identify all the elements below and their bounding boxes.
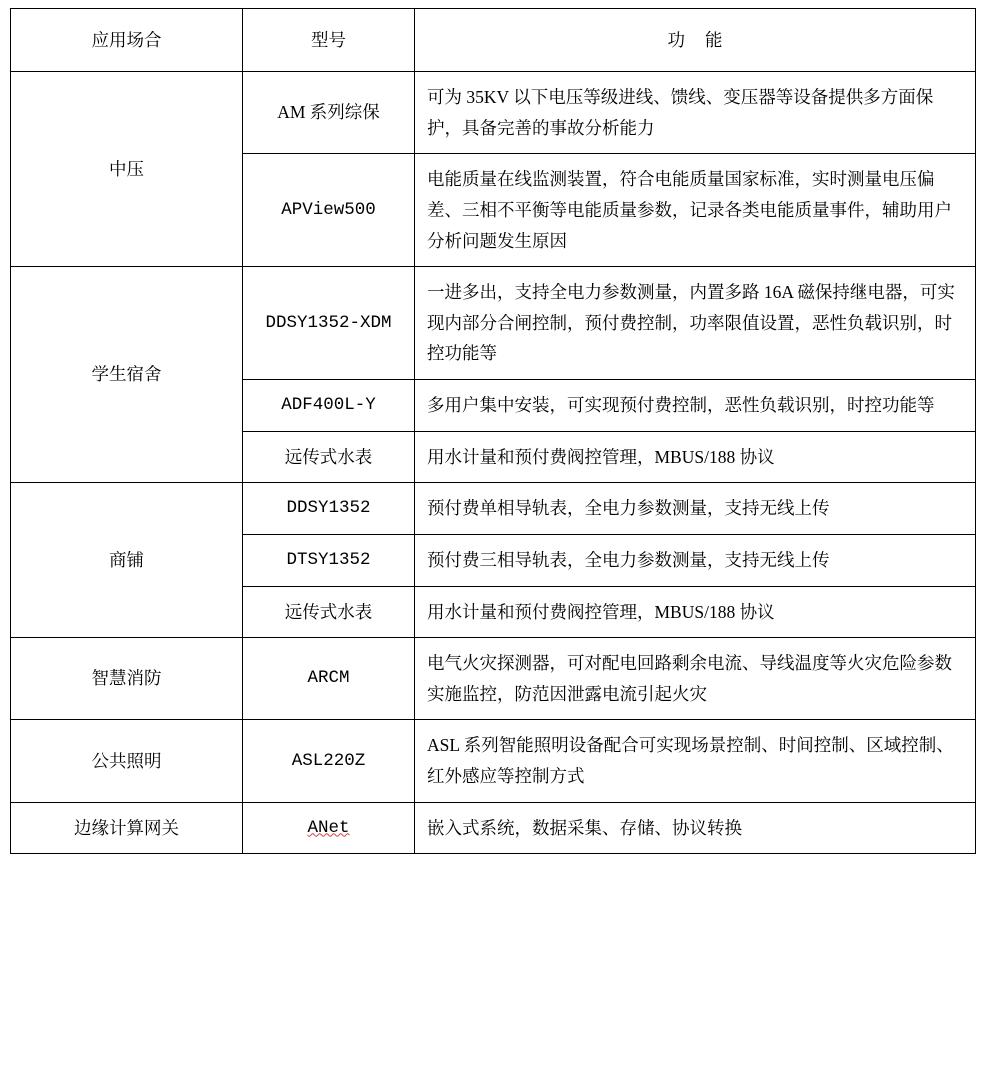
model-cell: 远传式水表 — [243, 431, 415, 483]
function-cell: 可为 35KV 以下电压等级进线、馈线、变压器等设备提供多方面保护，具备完善的事故分析能力 — [415, 72, 976, 154]
model-cell: DDSY1352 — [243, 483, 415, 535]
model-cell: AM 系列综保 — [243, 72, 415, 154]
function-cell: ASL 系列智能照明设备配合可实现场景控制、时间控制、区域控制、红外感应等控制方式 — [415, 720, 976, 802]
function-cell: 预付费单相导轨表，全电力参数测量，支持无线上传 — [415, 483, 976, 535]
header-cell-scene: 应用场合 — [11, 9, 243, 72]
model-cell: ARCM — [243, 638, 415, 720]
table-row — [11, 267, 976, 380]
table-row — [11, 483, 976, 535]
scene-cell: 中压 — [11, 72, 243, 267]
table-row — [11, 802, 976, 854]
function-cell: 嵌入式系统，数据采集、存储、协议转换 — [415, 802, 976, 854]
function-cell: 电能质量在线监测装置，符合电能质量国家标准，实时测量电压偏差、三相不平衡等电能质量参数，记录各类电能质量事件，辅助用户分析问题发生原因 — [415, 154, 976, 267]
model-cell: DDSY1352-XDM — [243, 267, 415, 380]
header-cell-function: 功 能 — [415, 9, 976, 72]
model-cell: APView500 — [243, 154, 415, 267]
model-cell: ASL220Z — [243, 720, 415, 802]
function-cell: 用水计量和预付费阀控管理，MBUS/188 协议 — [415, 431, 976, 483]
function-cell: 预付费三相导轨表，全电力参数测量，支持无线上传 — [415, 534, 976, 586]
model-cell: 远传式水表 — [243, 586, 415, 638]
table-row — [11, 638, 976, 720]
model-cell: ADF400L-Y — [243, 380, 415, 432]
scene-cell: 边缘计算网关 — [11, 802, 243, 854]
table-row — [11, 720, 976, 802]
function-cell: 用水计量和预付费阀控管理，MBUS/188 协议 — [415, 586, 976, 638]
product-spec-table — [10, 8, 976, 854]
function-cell: 电气火灾探测器，可对配电回路剩余电流、导线温度等火灾危险参数实施监控，防范因泄露电流引起火灾 — [415, 638, 976, 720]
scene-cell: 智慧消防 — [11, 638, 243, 720]
scene-cell: 学生宿舍 — [11, 267, 243, 483]
header-cell-model: 型号 — [243, 9, 415, 72]
scene-cell: 商铺 — [11, 483, 243, 638]
table-header-row — [11, 9, 976, 72]
scene-cell: 公共照明 — [11, 720, 243, 802]
model-cell: ANet — [243, 802, 415, 854]
function-cell: 多用户集中安装，可实现预付费控制，恶性负载识别，时控功能等 — [415, 380, 976, 432]
table-row — [11, 72, 976, 154]
model-cell: DTSY1352 — [243, 534, 415, 586]
function-cell: 一进多出，支持全电力参数测量，内置多路 16A 磁保持继电器，可实现内部分合闸控制，预付费控制，功率限值设置，恶性负载识别，时控功能等 — [415, 267, 976, 380]
